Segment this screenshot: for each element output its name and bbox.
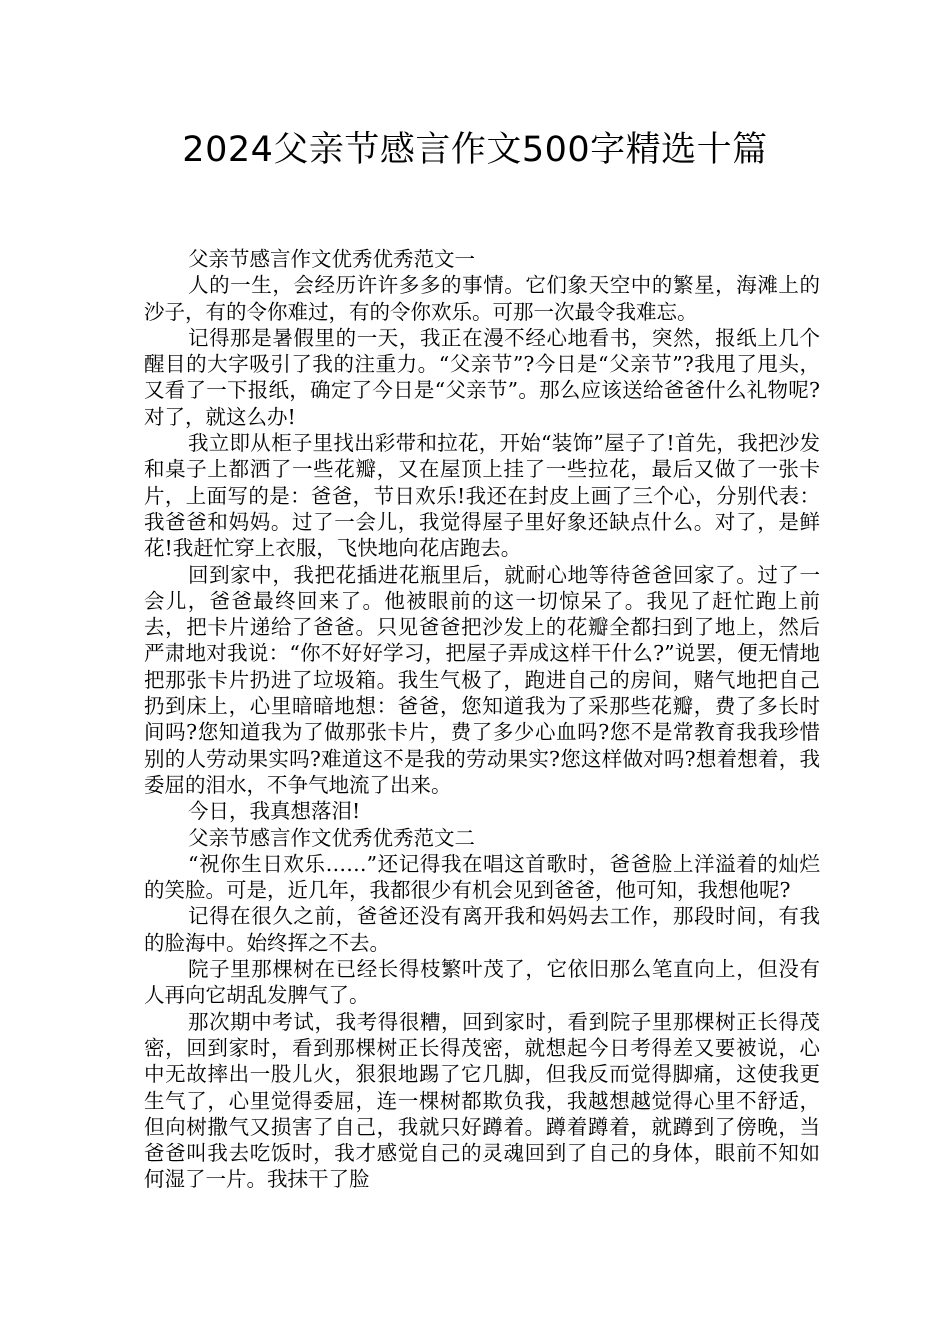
- paragraph: 记得在很久之前，爸爸还没有离开我和妈妈去工作，那段时间，有我的脸海中。始终挥之不去。: [144, 904, 820, 955]
- paragraph: 记得那是暑假里的一天，我正在漫不经心地看书，突然，报纸上几个醒目的大字吸引了我的注重力。“父亲节”?今日是“父亲节”?我甩了甩头，又看了一下报纸，确定了今日是“父亲节”。那么应该送给爸爸什么礼物呢?对了，就这么办!: [144, 325, 820, 429]
- paragraph: 人的一生，会经历许许多多的事情。它们象天空中的繁星，海滩上的沙子，有的令你难过，有的令你欢乐。可那一次最令我难忘。: [144, 273, 820, 324]
- paragraph: 今日，我真想落泪!: [188, 799, 361, 824]
- paragraph: 我立即从柜子里找出彩带和拉花，开始“装饰”屋子了!首先，我把沙发和桌子上都洒了一些花瓣，又在屋顶上挂了一些拉花，最后又做了一张卡片，上面写的是：爸爸，节日欢乐!我还在封皮上画了三个心，分别代表：我爸爸和妈妈。过了一会儿，我觉得屋子里好象还缺点什么。对了，是鲜花!我赶忙穿上衣服，飞快地向花店跑去。: [144, 431, 820, 561]
- document-title: 2024父亲节感言作文500字精选十篇: [182, 130, 768, 170]
- document-body: [144, 246, 820, 1193]
- section-heading: 父亲节感言作文优秀优秀范文二: [188, 825, 475, 850]
- section-heading: 父亲节感言作文优秀优秀范文一: [188, 247, 475, 271]
- paragraph: “祝你生日欢乐……”还记得我在唱这首歌时，爸爸脸上洋溢着的灿烂的笑脸。可是，近几年，我都很少有机会见到爸爸，他可知，我想他呢?: [144, 851, 820, 903]
- paragraph: 院子里那棵树在已经长得枝繁叶茂了，它依旧那么笔直向上，但没有人再向它胡乱发脾气了。: [144, 957, 820, 1008]
- paragraph: 那次期中考试，我考得很糟，回到家时，看到院子里那棵树正长得茂密，回到家时，看到那棵树正长得茂密，就想起今日考得差又要被说，心中无故摔出一股儿火，狠狠地踢了它几脚，但我反而觉得脚痛，这使我更生气了，心里觉得委屈，连一棵树都欺负我，我越想越觉得心里不舒适，但向树撒气又损害了自己，我就只好蹲着。蹲着蹲着，就蹲到了傍晚，当爸爸叫我去吃饭时，我才感觉自己的灵魂回到了自己的身体，眼前不知如何湿了一片。我抹干了脸: [144, 1009, 820, 1192]
- paragraph: 回到家中，我把花插进花瓶里后，就耐心地等待爸爸回家了。过了一会儿，爸爸最终回来了。他被眼前的这一切惊呆了。我见了赶忙跑上前去，把卡片递给了爸爸。只见爸爸把沙发上的花瓣全都扫到了地上，然后严肃地对我说：“你不好好学习，把屋子弄成这样干什么?”说罢，便无情地把那张卡片扔进了垃圾箱。我生气极了，跑进自己的房间，赌气地把自己扔到床上，心里暗暗地想：爸爸，您知道我为了采那些花瓣，费了多长时间吗?您知道我为了做那张卡片，费了多少心血吗?您不是常教育我我珍惜别的人劳动果实吗?难道这不是我的劳动果实?您这样做对吗?想着想着，我委屈的泪水，不争气地流了出来。: [144, 562, 820, 797]
